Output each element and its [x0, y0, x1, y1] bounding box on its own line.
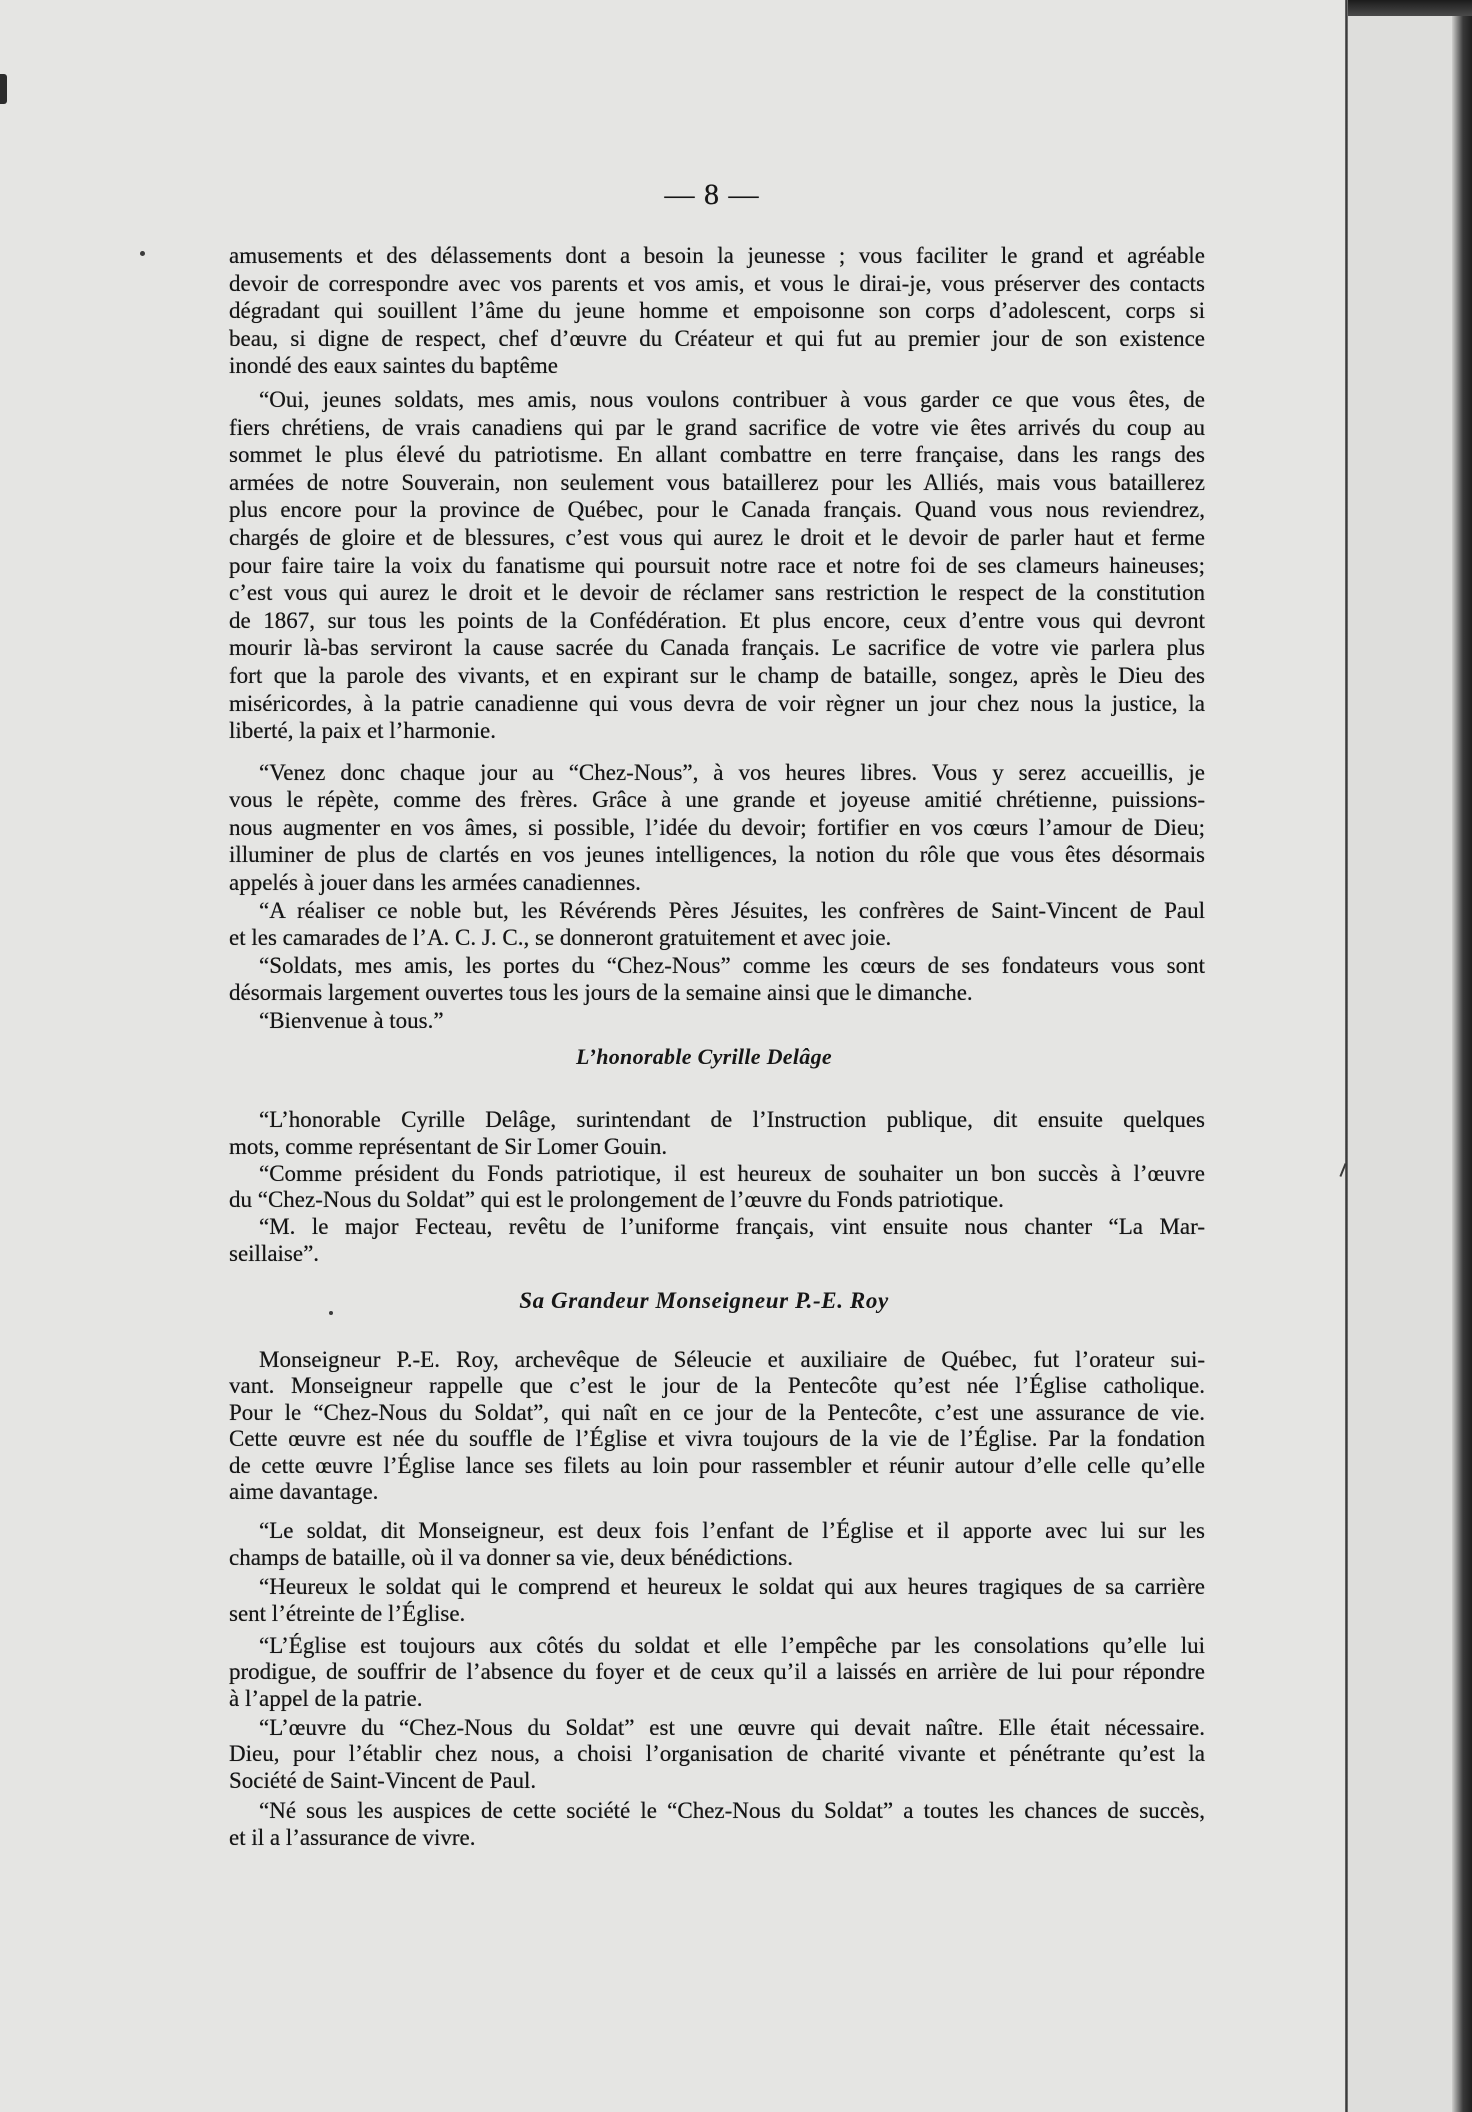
text-line: champs de bataille, où il va donner sa vie, deux bénédictions.	[229, 1544, 793, 1570]
paragraph	[229, 1518, 1205, 1571]
paragraph	[229, 1007, 1205, 1035]
text-line: et les camarades de l’A. C. J. C., se donneront gratuitement et avec joie.	[229, 925, 892, 951]
text-line: appelés à jouer dans les armées canadiennes.	[229, 870, 641, 896]
text-line: vant. Monseigneur rappelle que c’est le jour de la Pentecôte qu’est née l’Église catholique.	[229, 1373, 1205, 1399]
section-heading: Sa Grandeur Monseigneur P.-E. Roy	[519, 1288, 889, 1313]
text-line: de 1867, sur tous les points de la Confédération. Et plus encore, ceux d’entre vous qui devront	[229, 607, 1205, 633]
scan-mark	[0, 74, 7, 104]
text-line: “Le soldat, dit Monseigneur, est deux fois l’enfant de l’Église et il apporte avec lui sur les	[259, 1518, 1205, 1544]
text-line: “Venez donc chaque jour au “Chez-Nous”, à vos heures libres. Vous y serez accueillis, je	[259, 759, 1205, 785]
text-line: plus encore pour la province de Québec, pour le Canada français. Quand vous nous reviendrez,	[229, 497, 1205, 523]
text-line: aime davantage.	[229, 1478, 379, 1504]
text-line: “Comme président du Fonds patriotique, il est heureux de souhaiter un bon succès à l’œuvre	[259, 1160, 1205, 1186]
text-line: sommet le plus élevé du patriotisme. En allant combattre en terre française, dans les rangs des	[229, 442, 1205, 468]
text-line: et il a l’assurance de vivre.	[229, 1824, 476, 1850]
paragraph	[229, 1161, 1205, 1215]
text-line: armées de notre Souverain, non seulement vous bataillerez pour les Alliés, mais vous bataillerez	[229, 469, 1205, 495]
paragraph	[229, 1574, 1205, 1627]
text-line: fort que la parole des vivants, et en expirant sur le champ de bataille, songez, après le Dieu des	[229, 662, 1205, 688]
text-line: dégradant qui souillent l’âme du jeune homme et empoisonne son corps d’adolescent, corps si	[229, 298, 1205, 324]
text-line: de cette œuvre l’Église lance ses filets au loin pour rassembler et réunir autour d’elle celle qu’elle	[229, 1452, 1205, 1478]
speech-text	[229, 242, 1205, 1035]
paragraph	[229, 1107, 1205, 1161]
text-line: “M. le major Fecteau, revêtu de l’uniforme français, vint ensuite nous chanter “La Mar-	[259, 1214, 1205, 1240]
section-text	[229, 1107, 1205, 1268]
paragraph	[229, 242, 1205, 380]
text-line: vous le répète, comme des frères. Grâce à une grande et joyeuse amitié chrétienne, puissions-	[229, 787, 1205, 813]
text-line: mots, comme représentant de Sir Lomer Gouin.	[229, 1133, 668, 1159]
paragraph	[229, 386, 1205, 745]
text-line: Monseigneur P.-E. Roy, archevêque de Séleucie et auxiliaire de Québec, fut l’orateur sui-	[259, 1347, 1205, 1372]
text-line: à l’appel de la patrie.	[229, 1685, 423, 1711]
text-line: “Bienvenue à tous.”	[259, 1008, 444, 1034]
text-line: Cette œuvre est née du souffle de l’Église et vivra toujours de la vie de l’Église. Par la fondation	[229, 1426, 1205, 1452]
text-line: devoir de correspondre avec vos parents et vos amis, et vous le dirai-je, vous préserver des contacts	[229, 270, 1205, 296]
text-line: Dieu, pour l’établir chez nous, a choisi l’organisation de charité vivante et pénétrante qu’est la	[229, 1741, 1205, 1767]
scan-corner-shadow	[1348, 0, 1472, 16]
paragraph	[229, 1633, 1205, 1712]
text-line: beau, si digne de respect, chef d’œuvre du Créateur et qui fut au premier jour de son existence	[229, 325, 1205, 351]
section-heading: L’honorable Cyrille Delâge	[576, 1044, 832, 1069]
paragraph	[229, 1715, 1205, 1794]
text-line: “L’honorable Cyrille Delâge, surintendant de l’Instruction publique, dit ensuite quelques	[259, 1107, 1205, 1132]
paragraph	[229, 1798, 1205, 1851]
text-line: nous augmenter en vos âmes, si possible, l’idée du devoir; fortifier en vos cœurs l’amour de Dieu;	[229, 814, 1205, 840]
text-line: c’est vous qui aurez le droit et le devoir de réclamer sans restriction le respect de la constitution	[229, 580, 1205, 606]
paragraph	[229, 759, 1205, 897]
text-line: pour faire taire la voix du fanatisme qui poursuit notre race et notre foi de ses clameurs haineuses;	[229, 552, 1205, 578]
text-line: “Né sous les auspices de cette société le “Chez-Nous du Soldat” a toutes les chances de succès,	[259, 1798, 1205, 1824]
text-line: liberté, la paix et l’harmonie.	[229, 718, 496, 744]
scan-edge-shadow	[1452, 0, 1472, 2112]
page-number: — 8 —	[664, 178, 760, 211]
text-line: “Heureux le soldat qui le comprend et heureux le soldat qui aux heures tragiques de sa carrière	[259, 1574, 1205, 1600]
section-text	[229, 1347, 1205, 1851]
text-line: prodigue, de souffrir de l’absence du foyer et de ceux qu’il a laissés en arrière de lui pour répondre	[229, 1659, 1205, 1685]
paragraph	[229, 897, 1205, 952]
paragraph	[229, 1214, 1205, 1268]
text-line: inondé des eaux saintes du baptême	[229, 353, 558, 379]
text-line: désormais largement ouvertes tous les jours de la semaine ainsi que le dimanche.	[229, 980, 973, 1006]
paragraph	[229, 952, 1205, 1007]
text-line: “Oui, jeunes soldats, mes amis, nous voulons contribuer à vous garder ce que vous êtes, de	[259, 386, 1205, 412]
text-line: “Soldats, mes amis, les portes du “Chez-Nous” comme les cœurs de ses fondateurs vous sont	[259, 952, 1205, 978]
text-line: fiers chrétiens, de vrais canadiens qui par le grand sacrifice de votre vie êtes arrivés du coup au	[229, 414, 1205, 440]
text-line: “A réaliser ce noble but, les Révérends Pères Jésuites, les confrères de Saint-Vincent de Paul	[259, 897, 1205, 923]
text-line: mourir là-bas serviront la cause sacrée du Canada français. Le sacrifice de votre vie parlera plus	[229, 635, 1205, 661]
paragraph	[229, 1347, 1205, 1505]
text-line: Pour le “Chez-Nous du Soldat”, qui naît en ce jour de la Pentecôte, c’est une assurance de vie.	[229, 1399, 1205, 1425]
text-line: chargés de gloire et de blessures, c’est vous qui aurez le droit et le devoir de parler haut et ferme	[229, 524, 1205, 550]
text-line: sent l’étreinte de l’Église.	[229, 1600, 466, 1626]
text-line: seillaise”.	[229, 1240, 320, 1266]
text-line: Société de Saint-Vincent de Paul.	[229, 1767, 537, 1793]
text-line: amusements et des délassements dont a besoin la jeunesse ; vous faciliter le grand et agréable	[229, 243, 1205, 268]
page-fold-line	[1345, 0, 1348, 2112]
text-line: du “Chez-Nous du Soldat” qui est le prolongement de l’œuvre du Fonds patriotique.	[229, 1187, 1004, 1213]
text-line: miséricordes, à la patrie canadienne qui vous devra de voir règner un jour chez nous la justice, la	[229, 690, 1205, 716]
text-line: “L’œuvre du “Chez-Nous du Soldat” est une œuvre qui devait naître. Elle était nécessaire.	[259, 1715, 1205, 1741]
scan-speck	[140, 251, 145, 256]
text-line: illuminer de plus de clartés en vos jeunes intelligences, la notion du rôle que vous êtes désormais	[229, 842, 1205, 868]
text-line: “L’Église est toujours aux côtés du soldat et elle l’empêche par les consolations qu’elle lui	[259, 1632, 1205, 1658]
